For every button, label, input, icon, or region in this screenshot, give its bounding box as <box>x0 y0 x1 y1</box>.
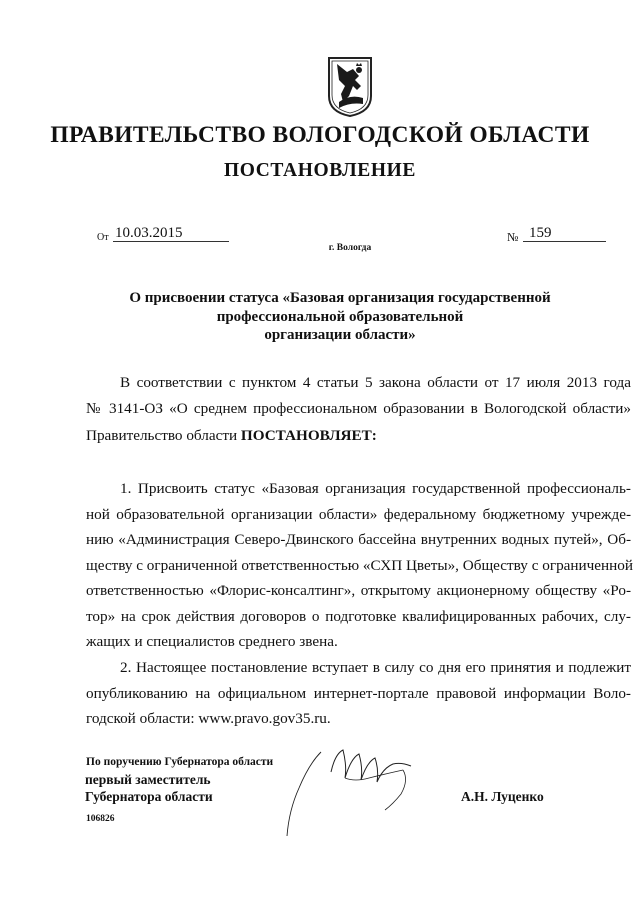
signatory-position: первый заместитель <box>85 772 211 787</box>
signatory-position-2: Губернатора области <box>85 789 213 804</box>
handwritten-signature <box>285 740 435 840</box>
paragraph-1-line: тор» на срок действия договоров о подготовке квалифицированных рабочих, слу- <box>86 608 631 625</box>
paragraph-1-line: ной образовательной организации области» федеральному бюджетному учрежде- <box>86 506 631 523</box>
number-label: № <box>507 230 519 244</box>
document-type-heading: ПОСТАНОВЛЕНИЕ <box>223 160 417 181</box>
preamble-line: № 3141-ОЗ «О среднем профессиональном образовании в Вологодской области» <box>86 400 631 417</box>
preamble-line: В соответствии с пунктом 4 статьи 5 закона области от 17 июля 2013 года <box>120 374 631 391</box>
paragraph-1-line: 1. Присвоить статус «Базовая организация государственной профессиональ- <box>120 480 631 497</box>
resolves-keyword: ПОСТАНОВЛЯЕТ: <box>240 427 377 444</box>
signatory-authority: По поручению Губернатора области <box>86 756 274 768</box>
paragraph-2-line: 2. Настоящее постановление вступает в силу со дня его принятия и подлежит <box>120 659 631 676</box>
subject-line: О присвоении статуса «Базовая организация государственной <box>129 290 551 306</box>
subject-line: организации области» <box>264 327 416 343</box>
signatory-name: А.Н. Луценко <box>461 789 544 804</box>
paragraph-2-line: годской области: www.pravo.gov35.ru. <box>86 710 331 727</box>
document-subject <box>0 289 640 345</box>
preamble-text: Правительство области <box>86 427 241 444</box>
paragraph-1-line: ществу с ограниченной ответственностью «СХП Цветы», Обществу с ограниченной <box>86 557 634 574</box>
paragraph-1-line: жащих и специалистов среднего звена. <box>86 633 338 650</box>
coat-of-arms-emblem <box>327 56 373 118</box>
city-label: г. Вологда <box>328 243 372 253</box>
government-title: ПРАВИТЕЛЬСТВО ВОЛОГОДСКОЙ ОБЛАСТИ <box>50 122 590 148</box>
preamble-line <box>86 426 377 446</box>
date-label: От <box>97 232 109 243</box>
paragraph-1-line: ответственностью «Флорис-консалтинг», открытому акционерному обществу «Ро- <box>86 582 631 599</box>
paragraph-1-line: нию «Администрация Северо-Двинского бассейна внутренних водных путей», Об- <box>86 531 631 548</box>
document-number: 159 <box>523 225 606 242</box>
paragraph-2-line: опубликованию на официальном интернет-портале правовой информации Воло- <box>86 685 631 702</box>
document-code: 106826 <box>86 814 115 824</box>
subject-line: профессиональной образовательной <box>216 308 464 325</box>
document-date: 10.03.2015 <box>113 225 229 242</box>
